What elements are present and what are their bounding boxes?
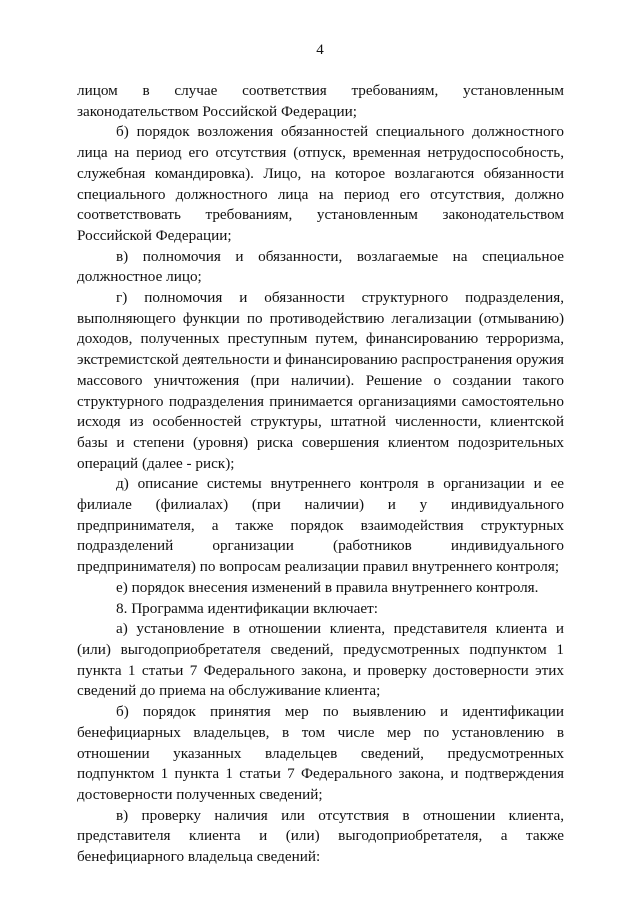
paragraph-item-b: б) порядок возложения обязанностей специального должностного лица на период его отсутствия (отпуск, временная нетрудоспособность, служебная командировка). Лицо, на которое возлагаются обязанности специального должностного лица на период его отсутствия, должно соответствовать требованиям, установленным законодательством Российской Федерации; bbox=[77, 123, 564, 244]
paragraph-item-d: д) описание системы внутреннего контроля в организации и ее филиале (филиалах) (при наличии) и у индивидуального предпринимателя, а также порядок взаимодействия структурных подразделений организации (работников индивидуального предпринимателя) по вопросам реализации правил внутреннего контроля; bbox=[77, 475, 564, 576]
page-number: 4 bbox=[316, 42, 324, 58]
paragraph-item-b-2: б) порядок принятия мер по выявлению и идентификации бенефициарных владельцев, в том числе мер по установлению в отношении указанных владельцев сведений, предусмотренных подпунктом 1 пункта 1 статьи 7 Федерального закона, и подтверждения достоверности полученных сведений; bbox=[77, 703, 564, 803]
paragraph-item-a: а) установление в отношении клиента, представителя клиента и (или) выгодоприобретателя сведений, предусмотренных подпунктом 1 пункта 1 статьи 7 Федерального закона, и проверку достоверности этих сведений до приема на обслуживание клиента; bbox=[77, 620, 564, 700]
paragraph-item-g: г) полномочия и обязанности структурного подразделения, выполняющего функции по противодействию легализации (отмыванию) доходов, полученных преступным путем, финансированию терроризма, экстремистской деятельности и финансированию распространения оружия массового уничтожения (при наличии). Решение о создании такого структурного подразделения принимается организациями самостоятельно исходя из особенностей структуры, штатной численности, клиентской базы и степени (уровня) риска совершения клиентом подозрительных операций (далее - риск); bbox=[77, 289, 564, 472]
paragraph-item-v-2: в) проверку наличия или отсутствия в отношении клиента, представителя клиента и (или) выгодоприобретателя, а также бенефициарного владельца сведений: bbox=[77, 806, 564, 866]
document-body bbox=[77, 81, 564, 868]
paragraph-continuation: лицом в случае соответствия требованиям, установленным законодательством Российской Федерации; bbox=[77, 82, 564, 120]
paragraph-section-8: 8. Программа идентификации включает: bbox=[116, 599, 378, 617]
paragraph-item-e: е) порядок внесения изменений в правила внутреннего контроля. bbox=[116, 578, 539, 596]
paragraph-item-v: в) полномочия и обязанности, возлагаемые на специальное должностное лицо; bbox=[77, 247, 564, 286]
